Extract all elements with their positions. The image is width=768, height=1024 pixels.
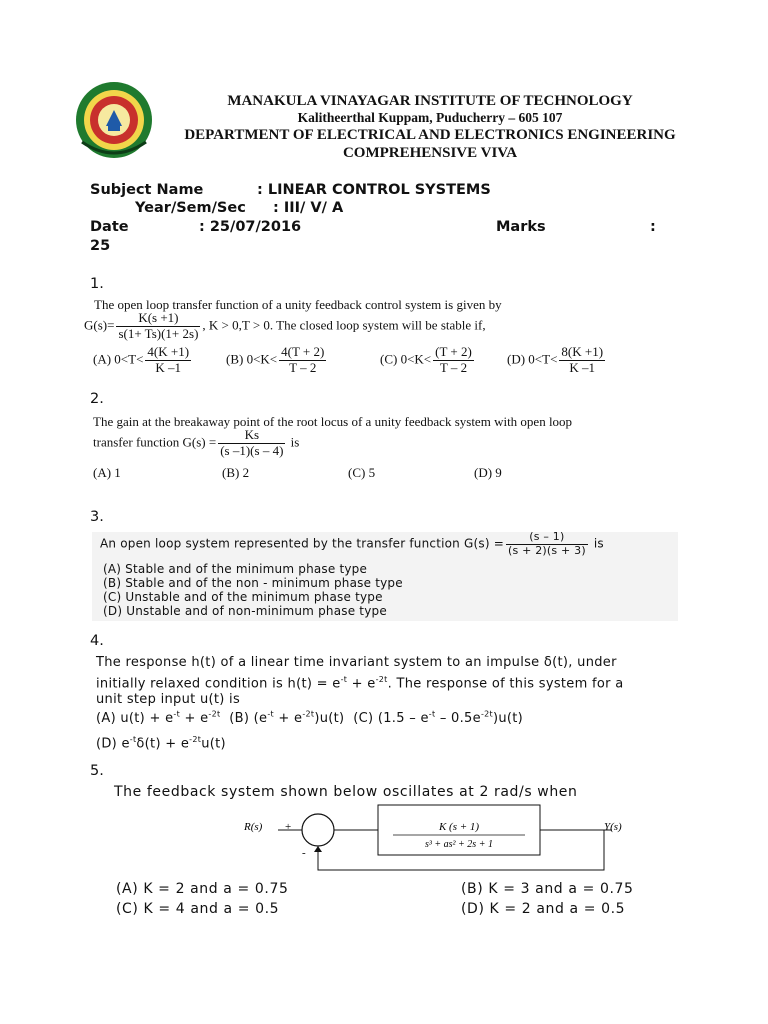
- question-5-option-c: (C) K = 4 and a = 0.5: [116, 901, 280, 917]
- diagram-input-label: R(s): [244, 821, 263, 833]
- question-3-text: An open loop system represented by the transfer function G(s) = $\frac{(s - 1)}{(s + 2)(s + 3)}$ is: [100, 530, 604, 557]
- question-2-option-d: (D) 9: [474, 465, 502, 480]
- date-value: : 25/07/2016: [199, 219, 302, 235]
- question-5-number: 5.: [90, 763, 104, 779]
- date-label: Date: [90, 219, 129, 235]
- question-2-option-c: (C) 5: [348, 465, 376, 480]
- diagram-summing-junction: [302, 814, 334, 846]
- question-4-option-c: (C) $(1.5 - e^{-t} - 0.5e^{-2t})u(t)$: [353, 710, 524, 727]
- diagram-plant-numerator: K (s + 1): [438, 821, 480, 833]
- department-name: DEPARTMENT OF ELECTRICAL AND ELECTRONICS ENGINEERING: [184, 127, 676, 143]
- diagram-feedback-path: [318, 830, 604, 870]
- block-diagram: [238, 800, 638, 875]
- question-1-text: The open loop transfer function of a unity feedback control system is given by: [94, 297, 502, 312]
- institute-logo: [72, 80, 156, 160]
- question-3-option-d: (D) Unstable and of non-minimum phase type: [103, 604, 387, 618]
- question-4-option-d: (D) $e^{-t}\delta(t) + e^{-2t}u(t)$: [96, 735, 226, 752]
- institute-address: Kalitheerthal Kuppam, Puducherry – 605 107: [297, 110, 563, 125]
- diagram-minus-sign: -: [302, 847, 306, 859]
- question-2-tf: transfer function G(s) = $\frac{Ks}{(s -1)(s - 4)}$ is: [93, 427, 300, 458]
- question-2-number: 2.: [90, 391, 104, 407]
- subject-value: : LINEAR CONTROL SYSTEMS: [257, 182, 491, 198]
- question-2-option-a: (A) 1: [93, 465, 121, 480]
- question-3-number: 3.: [90, 509, 104, 525]
- institute-name: MANAKULA VINAYAGAR INSTITUTE OF TECHNOLOGY: [227, 93, 633, 109]
- question-4-option-b: (B) $(e^{-t} + e^{-2t})u(t)$: [229, 710, 345, 727]
- marks-label: Marks: [496, 219, 546, 235]
- question-5-option-d: (D) K = 2 and a = 0.5: [461, 901, 626, 917]
- question-4-option-a: (A) $u(t) + e^{-t} + e^{-2t}$: [96, 710, 221, 727]
- question-4-number: 4.: [90, 633, 104, 649]
- diagram-feedback-arrow: [314, 846, 322, 852]
- question-1-number: 1.: [90, 276, 104, 292]
- question-1-option-d: (D) 0<T< $\frac{8(K +1)}{K -1}$: [507, 344, 604, 375]
- question-2-option-b: (B) 2: [222, 465, 250, 480]
- question-4-line-3: unit step input u(t) is: [96, 692, 241, 707]
- question-1-option-c: (C) 0<K< $\frac{(T + 2)}{T - 2}$: [380, 344, 472, 375]
- subject-label: Subject Name: [90, 182, 204, 198]
- question-3-option-a: (A) Stable and of the minimum phase type: [103, 562, 368, 576]
- marks-value: 25: [90, 238, 111, 254]
- question-5-option-a: (A) K = 2 and a = 0.75: [116, 881, 289, 897]
- question-4-line-2: initially relaxed condition is $h(t) = e^{-t} + e^{-2t}$. The response of this system for a: [96, 675, 624, 692]
- question-1-tf: G(s)= $\frac{K(s +1)}{s(1+ Ts)(1+ 2s)}$ , K > 0,T > 0. The closed loop system will be stable if,: [84, 310, 486, 341]
- year-value: : III/ V/ A: [273, 200, 344, 216]
- exam-title: COMPREHENSIVE VIVA: [342, 145, 518, 161]
- question-3-option-c: (C) Unstable and of the minimum phase type: [103, 590, 383, 604]
- diagram-plus-sign: +: [285, 821, 292, 833]
- question-5-option-b: (B) K = 3 and a = 0.75: [461, 881, 634, 897]
- diagram-output-label: Y(s): [604, 821, 622, 833]
- question-4-line-1: The response h(t) of a linear time invariant system to an impulse δ(t), under: [96, 655, 617, 670]
- year-label: Year/Sem/Sec: [135, 200, 246, 216]
- question-1-option-a: (A) 0<T< $\frac{4(K +1)}{K -1}$: [93, 344, 190, 375]
- question-5-text: The feedback system shown below oscillates at 2 rad/s when: [114, 784, 578, 800]
- question-1-option-b: (B) 0<K< $\frac{4(T + 2)}{T - 2}$: [226, 344, 325, 375]
- question-3-option-b: (B) Stable and of the non - minimum phase type: [103, 576, 403, 590]
- question-4-options-abc: [96, 710, 523, 726]
- diagram-plant-denominator: s³ + as² + 2s + 1: [425, 839, 493, 850]
- marks-colon: :: [650, 219, 656, 235]
- question-2-text: The gain at the breakaway point of the root locus of a unity feedback system with open loop: [93, 414, 573, 429]
